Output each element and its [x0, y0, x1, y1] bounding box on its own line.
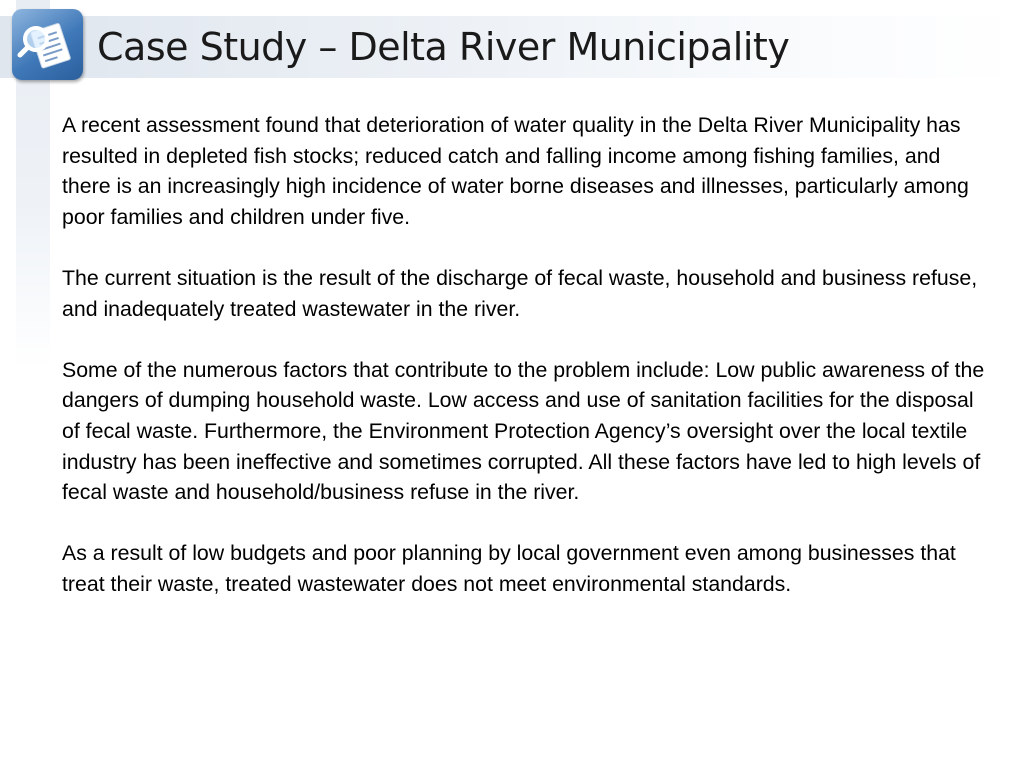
slide-title: Case Study – Delta River Municipality [97, 25, 790, 69]
paragraph-budgets-planning: As a result of low budgets and poor planning by local government even among businesses that treat their waste, treated wastewater does not meet environmental standards. [62, 541, 956, 596]
paragraph-contributing-factors: Some of the numerous factors that contribute to the problem include: Low public awareness of the dangers of dumping household waste. Low access and use of sanitation facilities for the disposal of fecal waste. Furthermore, the Environment Protection Agency’s oversight over the local textile industry has been ineffective and sometimes corrupted. All these factors have led to high levels of fecal waste and household/business refuse in the river. [62, 357, 985, 505]
paragraph-current-situation: The current situation is the result of the discharge of fecal waste, household and business refuse, and inadequately treated wastewater in the river. [62, 265, 978, 321]
paragraph-assessment: A recent assessment found that deterioration of water quality in the Delta River Municipality has resulted in depleted fish stocks; reduced catch and falling income among fishing families, and there is an increasingly high incidence of water borne diseases and illnesses, particularly among poor families and children under five. [62, 113, 969, 229]
document-magnifier-icon [12, 9, 83, 80]
slide-body [62, 110, 992, 630]
